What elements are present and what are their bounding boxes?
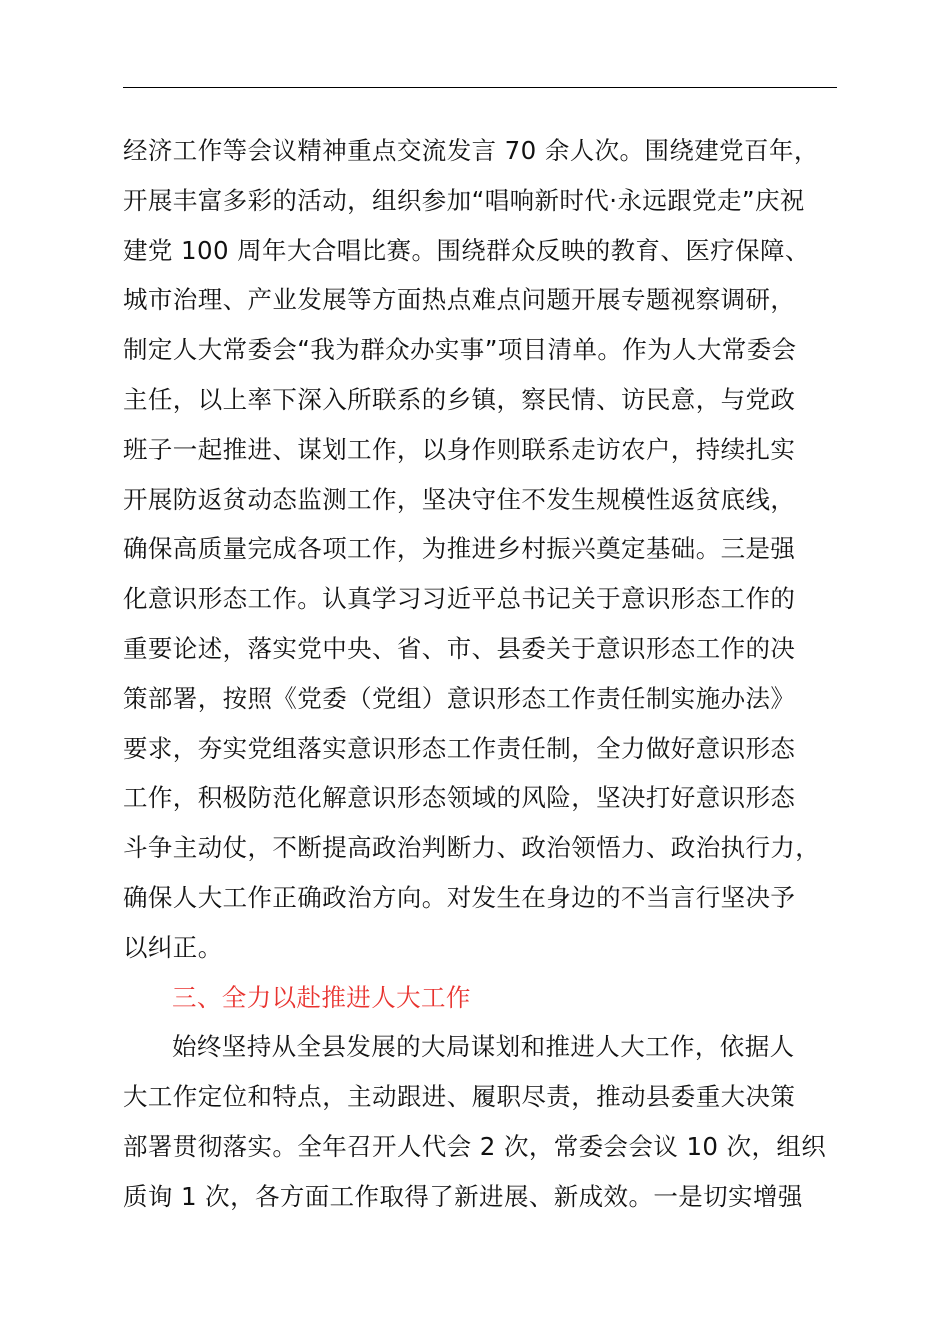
body-line: 城市治理、产业发展等方面热点难点问题开展专题视察调研， (123, 285, 796, 315)
body-line: 开展防返贫动态监测工作，坚决守住不发生规模性返贫底线， (123, 484, 796, 514)
body-line: 班子一起推进、谋划工作，以身作则联系走访农户，持续扎实 (123, 434, 796, 464)
body-line: 质询 1 次，各方面工作取得了新进展、新成效。一是切实增强 (123, 1181, 803, 1211)
body-line: 主任，以上率下深入所联系的乡镇，察民情、访民意，与党政 (123, 384, 796, 414)
body-line: 斗争主动仗，不断提高政治判断力、政治领悟力、政治执行力， (123, 833, 821, 863)
document-body (123, 126, 843, 1222)
header-rule (123, 87, 837, 88)
body-line: 建党 100 周年大合唱比赛。围绕群众反映的教育、医疗保障、 (123, 235, 810, 265)
body-line: 部署贯彻落实。全年召开人代会 2 次，常委会会议 10 次，组织 (123, 1131, 827, 1161)
body-line: 工作，积极防范化解意识形态领域的风险，坚决打好意识形态 (123, 783, 796, 813)
body-line: 确保人大工作正确政治方向。对发生在身边的不当言行坚决予 (123, 882, 796, 912)
body-line: 以纠正。 (123, 932, 223, 962)
body-line: 要求，夯实党组落实意识形态工作责任制，全力做好意识形态 (123, 733, 796, 763)
body-line: 策部署，按照《党委（党组）意识形态工作责任制实施办法》 (123, 683, 796, 713)
body-line: 开展丰富多彩的活动，组织参加“唱响新时代·永远跟党走”庆祝 (123, 185, 805, 215)
body-line: 确保高质量完成各项工作，为推进乡村振兴奠定基础。三是强 (123, 534, 796, 564)
body-line: 大工作定位和特点，主动跟进、履职尽责，推动县委重大决策 (123, 1082, 796, 1112)
body-line: 经济工作等会议精神重点交流发言 70 余人次。围绕建党百年， (123, 136, 819, 165)
paragraph-first-line: 始终坚持从全县发展的大局谋划和推进人大工作，依据人 (172, 1032, 795, 1062)
section-heading: 三、全力以赴推进人大工作 (172, 982, 471, 1012)
body-line: 制定人大常委会“我为群众办实事”项目清单。作为人大常委会 (123, 335, 797, 365)
body-line: 重要论述，落实党中央、省、市、县委关于意识形态工作的决 (123, 633, 796, 663)
body-line: 化意识形态工作。认真学习习近平总书记关于意识形态工作的 (123, 584, 796, 614)
